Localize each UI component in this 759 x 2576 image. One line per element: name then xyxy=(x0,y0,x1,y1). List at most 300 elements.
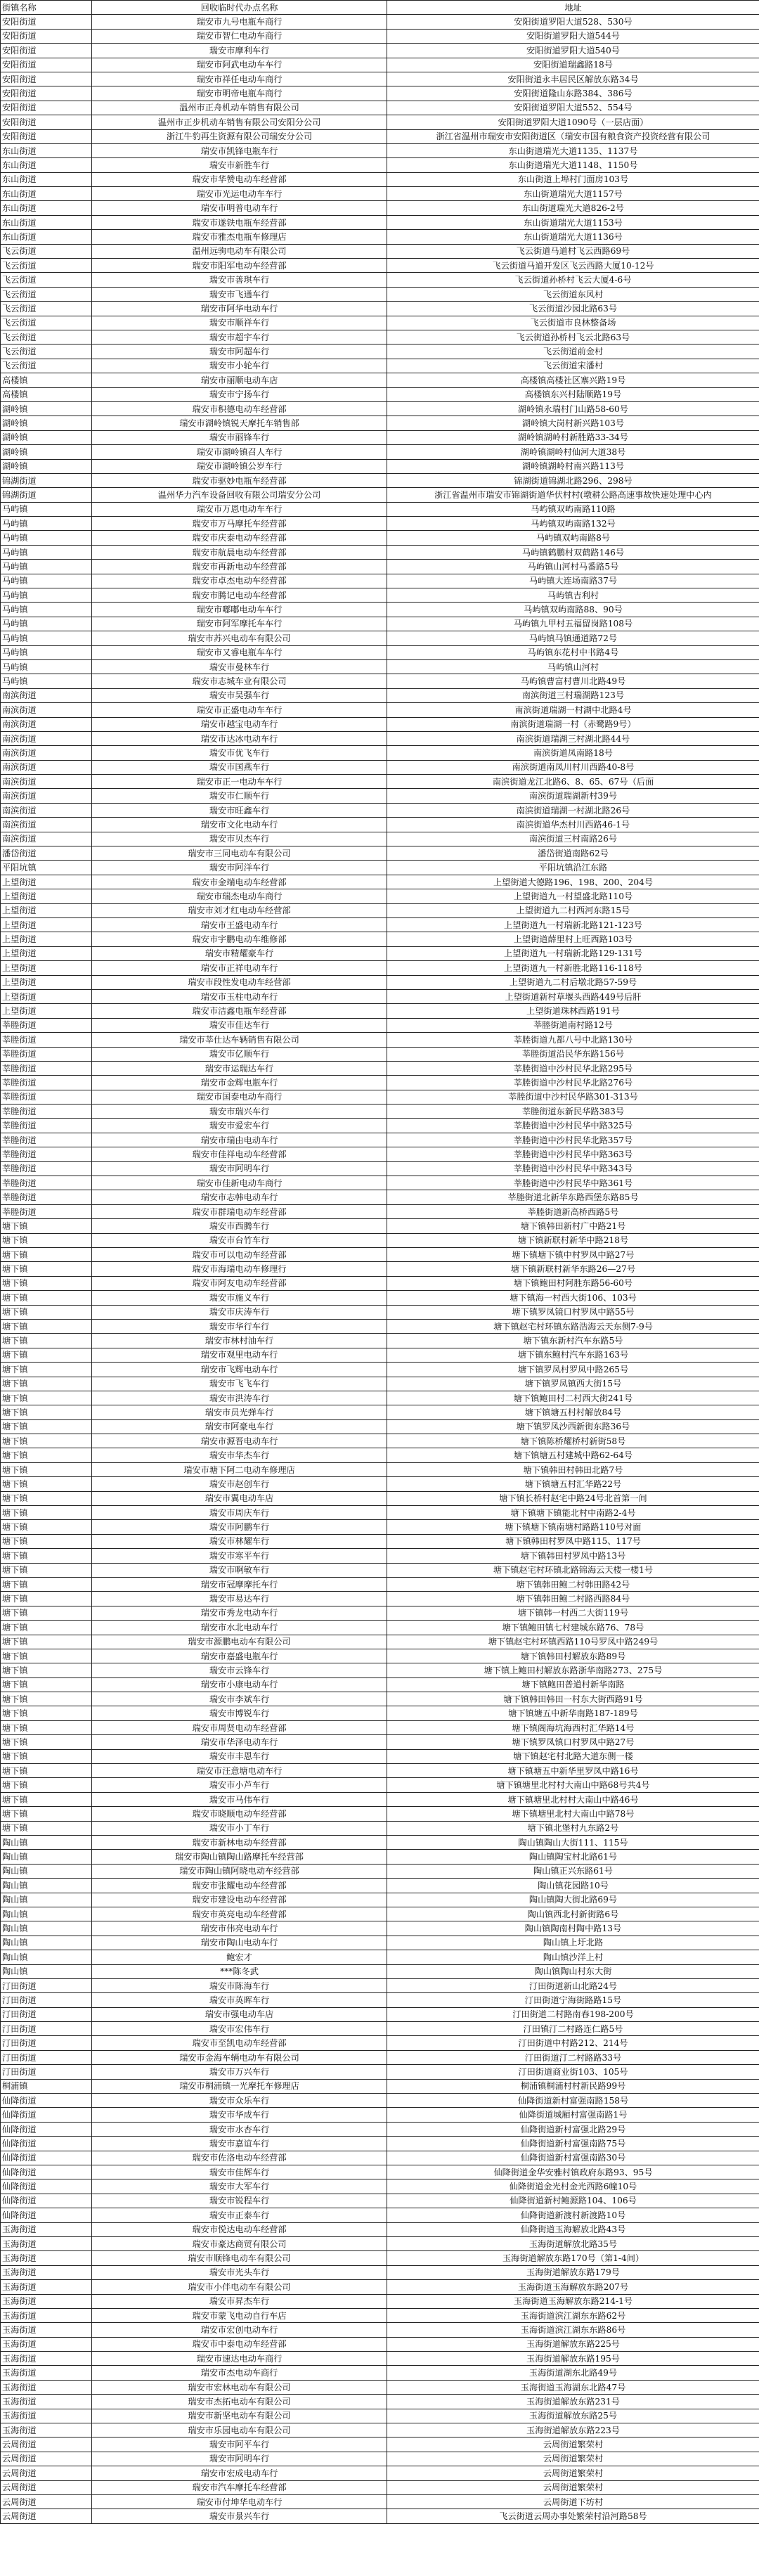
street-cell: 南滨街道 xyxy=(1,789,92,803)
point-name-cell: 瑞安市凯锋电瓶车行 xyxy=(92,143,387,157)
address-cell: 马屿镇东花村中书路4号 xyxy=(387,645,759,659)
address-cell: 南滨街道瑞湖一村湖北路26号 xyxy=(387,803,759,817)
point-name-cell: 瑞安市华泽电动车行 xyxy=(92,1735,387,1749)
table-row xyxy=(1,2437,759,2452)
point-name-cell: 瑞安市李斌车行 xyxy=(92,1692,387,1706)
address-cell: 塘下镇塘五村建城中路62-64号 xyxy=(387,1448,759,1462)
street-cell: 塘下镇 xyxy=(1,1792,92,1806)
point-name-cell: 瑞安市至凯电动车经营部 xyxy=(92,2036,387,2050)
point-name-cell: 瑞安市华赞电动车经营部 xyxy=(92,172,387,186)
table-row xyxy=(1,961,759,975)
street-cell: 塘下镇 xyxy=(1,1778,92,1792)
address-cell: 云周街道繁荣村 xyxy=(387,2466,759,2480)
table-row xyxy=(1,2466,759,2480)
point-name-cell: 瑞安市阿洋车行 xyxy=(92,861,387,875)
street-cell: 莘塍街道 xyxy=(1,1105,92,1119)
point-name-cell: 瑞安市飞通车行 xyxy=(92,287,387,301)
point-name-cell: 瑞安市玉柱电动车行 xyxy=(92,989,387,1003)
point-name-cell: 瑞安市寒平车行 xyxy=(92,1549,387,1563)
street-cell: 马屿镇 xyxy=(1,674,92,688)
point-name-cell: 温州市正步机动车销售有限公司安阳分公司 xyxy=(92,115,387,129)
street-cell: 塘下镇 xyxy=(1,1462,92,1476)
street-cell: 马屿镇 xyxy=(1,574,92,588)
street-cell: 玉海街道 xyxy=(1,2409,92,2423)
point-name-cell: 瑞安市陶山电动车行 xyxy=(92,1936,387,1950)
point-name-cell: 瑞安市杰拓电动车有限公司 xyxy=(92,2395,387,2409)
table-row xyxy=(1,1749,759,1763)
point-name-cell: 瑞安市金端电动车经营部 xyxy=(92,875,387,889)
point-name-cell: 瑞安市顺祥车行 xyxy=(92,316,387,330)
table-row xyxy=(1,560,759,574)
table-row xyxy=(1,2380,759,2394)
address-cell: 陶山镇陶南村陶中路13号 xyxy=(387,1921,759,1936)
street-cell: 南滨街道 xyxy=(1,818,92,832)
table-row xyxy=(1,1204,759,1218)
point-name-cell: 瑞安市金辉电瓶车行 xyxy=(92,1076,387,1090)
table-row xyxy=(1,201,759,215)
point-name-cell: 瑞安市众乐车行 xyxy=(92,2094,387,2108)
address-cell: 莘塍街道中沙村民华中路343号 xyxy=(387,1161,759,1176)
point-name-cell: 瑞安市英亮电动车经营部 xyxy=(92,1907,387,1921)
table-row xyxy=(1,143,759,157)
table-row xyxy=(1,588,759,603)
street-cell: 马屿镇 xyxy=(1,517,92,531)
point-name-cell: 瑞安市源晋电动车行 xyxy=(92,1434,387,1448)
address-cell: 桐浦镇桐浦村村新民路99号 xyxy=(387,2079,759,2093)
address-cell: 飞云街道孙桥村飞云大厦4-6号 xyxy=(387,273,759,287)
street-cell: 东山街道 xyxy=(1,201,92,215)
street-cell: 马屿镇 xyxy=(1,531,92,545)
table-row xyxy=(1,1119,759,1133)
point-name-cell: 瑞安市万马摩托车经营部 xyxy=(92,517,387,531)
point-name-cell: 瑞安市周贤电动车经营部 xyxy=(92,1720,387,1734)
street-cell: 安阳街道 xyxy=(1,44,92,58)
table-row xyxy=(1,2236,759,2250)
address-cell: 飞云街道云周办事处繁荣村沿河路58号 xyxy=(387,2509,759,2523)
street-cell: 仙降街道 xyxy=(1,2137,92,2151)
address-cell: 塘下镇塘五村村解放84号 xyxy=(387,1405,759,1419)
point-name-cell: 瑞安市台竹车行 xyxy=(92,1233,387,1247)
street-cell: 飞云街道 xyxy=(1,259,92,273)
street-cell: 飞云街道 xyxy=(1,302,92,316)
point-name-cell: 瑞安市伟亮电动车行 xyxy=(92,1921,387,1936)
point-name-cell: 瑞安市速达电动车商行 xyxy=(92,2352,387,2366)
street-cell: 安阳街道 xyxy=(1,101,92,115)
point-name-cell: 瑞安市越宝电动车行 xyxy=(92,717,387,731)
address-cell: 塘下镇塘里北村村大南山中路46号 xyxy=(387,1792,759,1806)
street-cell: 上望街道 xyxy=(1,1004,92,1018)
table-row xyxy=(1,1807,759,1821)
address-cell: 安阳街道罗阳大道1090号（一层店面） xyxy=(387,115,759,129)
street-cell: 马屿镇 xyxy=(1,545,92,559)
table-row xyxy=(1,1319,759,1333)
street-cell: 飞云街道 xyxy=(1,287,92,301)
address-cell: 马屿镇双屿南路132号 xyxy=(387,517,759,531)
street-cell: 塘下镇 xyxy=(1,1635,92,1649)
table-row xyxy=(1,2480,759,2494)
street-cell: 塘下镇 xyxy=(1,1491,92,1505)
street-cell: 锦湖街道 xyxy=(1,488,92,502)
street-cell: 莘塍街道 xyxy=(1,1204,92,1218)
street-cell: 塘下镇 xyxy=(1,1477,92,1491)
street-cell: 仙降街道 xyxy=(1,2122,92,2136)
address-cell: 陶山镇沙洋上村 xyxy=(387,1950,759,1964)
table-row xyxy=(1,2079,759,2093)
table-row xyxy=(1,1606,759,1620)
point-name-cell: 瑞安市新胜车行 xyxy=(92,158,387,172)
street-cell: 南滨街道 xyxy=(1,775,92,789)
street-cell: 玉海街道 xyxy=(1,2222,92,2236)
street-cell: 塘下镇 xyxy=(1,1592,92,1606)
table-row xyxy=(1,1764,759,1778)
point-name-cell: 瑞安市超宇车行 xyxy=(92,330,387,344)
street-cell: 安阳街道 xyxy=(1,115,92,129)
table-row xyxy=(1,86,759,101)
address-cell: 塘下镇塘下镇南塘村路路110号对面 xyxy=(387,1520,759,1534)
table-row xyxy=(1,259,759,273)
street-cell: 塘下镇 xyxy=(1,1233,92,1247)
table-row xyxy=(1,2409,759,2423)
table-row xyxy=(1,1893,759,1907)
address-cell: 仙降街道城厢村富强南路1号 xyxy=(387,2108,759,2122)
address-cell: 玉海街道解放东路225号 xyxy=(387,2337,759,2351)
street-cell: 莘塍街道 xyxy=(1,1133,92,1147)
point-name-cell: 瑞安市桐浦镇一光摩托车修理店 xyxy=(92,2079,387,2093)
street-cell: 马屿镇 xyxy=(1,603,92,617)
address-cell: 飞云街道宋潘村 xyxy=(387,359,759,373)
table-row xyxy=(1,1506,759,1520)
address-cell: 上望街道九一村望盛北路110号 xyxy=(387,889,759,903)
street-cell: 汀田街道 xyxy=(1,2065,92,2079)
point-name-cell: 瑞安市佳达车行 xyxy=(92,1018,387,1032)
street-cell: 玉海街道 xyxy=(1,2380,92,2394)
point-name-cell: 瑞安市亿顺车行 xyxy=(92,1047,387,1061)
point-name-cell: 浙江牛豹再生资源有限公司瑞安分公司 xyxy=(92,129,387,143)
address-cell: 莘塍街道北新华东路西堡东路85号 xyxy=(387,1190,759,1204)
street-cell: 锦湖街道 xyxy=(1,473,92,487)
table-row xyxy=(1,889,759,903)
table-row xyxy=(1,459,759,473)
address-cell: 汀田街道汀二村路路33号 xyxy=(387,2050,759,2064)
table-row xyxy=(1,517,759,531)
point-name-cell: 瑞安市庆泰电动车经营部 xyxy=(92,531,387,545)
point-name-cell: 瑞安市易达车行 xyxy=(92,1592,387,1606)
table-row xyxy=(1,187,759,201)
point-name-cell: 瑞安市华成车行 xyxy=(92,2108,387,2122)
table-row xyxy=(1,2395,759,2409)
address-cell: 玉海街道玉海解放东路214-1号 xyxy=(387,2294,759,2308)
street-cell: 塘下镇 xyxy=(1,1663,92,1677)
address-cell: 塘下镇韩田村罗凤中路115、117号 xyxy=(387,1534,759,1548)
point-name-cell: 瑞安市莘仕达车辆销售有限公司 xyxy=(92,1033,387,1047)
address-cell: 南滨街道三村南路26号 xyxy=(387,832,759,846)
table-row xyxy=(1,387,759,401)
address-cell: 塘下镇东鲍村汽车东路163号 xyxy=(387,1348,759,1362)
point-name-cell: 瑞安市嘉盛电瓶车行 xyxy=(92,1649,387,1663)
address-cell: 塘下镇韩田鲍二村韩田路42号 xyxy=(387,1577,759,1591)
table-row xyxy=(1,401,759,416)
address-cell: 仙降街道新村富强南路30号 xyxy=(387,2151,759,2165)
table-row xyxy=(1,1004,759,1018)
address-cell: 陶山镇陶大街北路69号 xyxy=(387,1893,759,1907)
table-row xyxy=(1,1348,759,1362)
address-cell: 玉海街道玉海解放东路207号 xyxy=(387,2280,759,2294)
address-cell: 仙降街道新渡村新渡路10号 xyxy=(387,2208,759,2222)
address-cell: 上望街道大德路196、198、200、204号 xyxy=(387,875,759,889)
table-row xyxy=(1,1133,759,1147)
table-row xyxy=(1,1821,759,1835)
street-cell: 马屿镇 xyxy=(1,631,92,645)
table-row xyxy=(1,1549,759,1563)
point-name-cell: 瑞安市佐洛电动车经营部 xyxy=(92,2151,387,2165)
table-row xyxy=(1,603,759,617)
point-name-cell: 瑞安市豪达商贸有限公司 xyxy=(92,2236,387,2250)
table-row xyxy=(1,58,759,72)
point-name-cell: 瑞安市阿平车行 xyxy=(92,2437,387,2452)
table-row xyxy=(1,1061,759,1075)
address-cell: 马屿镇曹富村曹川北路49号 xyxy=(387,674,759,688)
table-row xyxy=(1,2122,759,2136)
table-row xyxy=(1,903,759,917)
table-row xyxy=(1,215,759,229)
address-cell: 仙降街道玉海解放北路43号 xyxy=(387,2222,759,2236)
address-cell: 上望街道九二村后墩北路57-59号 xyxy=(387,975,759,989)
point-name-cell: 瑞安市阿明车行 xyxy=(92,2452,387,2466)
street-cell: 塘下镇 xyxy=(1,1448,92,1462)
street-cell: 云周街道 xyxy=(1,2452,92,2466)
street-cell: 塘下镇 xyxy=(1,1577,92,1591)
table-row xyxy=(1,574,759,588)
point-name-cell: 瑞安市陶山镇陶山路摩托车经营部 xyxy=(92,1850,387,1864)
street-cell: 塘下镇 xyxy=(1,1247,92,1261)
street-cell: 莘塍街道 xyxy=(1,1176,92,1190)
point-name-cell: 瑞安市腾记电动车经营部 xyxy=(92,588,387,603)
address-cell: 南滨街道瑞湖一村（赤鹭路9号） xyxy=(387,717,759,731)
table-row xyxy=(1,1105,759,1119)
table-row xyxy=(1,72,759,86)
point-name-cell: 瑞安市水杏车行 xyxy=(92,2122,387,2136)
point-name-cell: 瑞安市瑞杰电动车商行 xyxy=(92,889,387,903)
table-row xyxy=(1,717,759,731)
table-row xyxy=(1,1334,759,1348)
table-row xyxy=(1,416,759,430)
street-cell: 东山街道 xyxy=(1,158,92,172)
table-row xyxy=(1,1563,759,1577)
header-address: 地址 xyxy=(387,1,759,15)
point-name-cell: 瑞安市阿友电动车经营部 xyxy=(92,1276,387,1290)
point-name-cell: 瑞安市西腾车行 xyxy=(92,1219,387,1233)
point-name-cell: ***陈冬武 xyxy=(92,1964,387,1978)
street-cell: 莘塍街道 xyxy=(1,1090,92,1104)
address-cell: 玉海街道解放东路179号 xyxy=(387,2265,759,2279)
point-name-cell: 瑞安市啊敏车行 xyxy=(92,1563,387,1577)
address-cell: 塘下镇赵宅村环镇北路锦海云天楼一楼1号 xyxy=(387,1563,759,1577)
street-cell: 马屿镇 xyxy=(1,645,92,659)
address-cell: 莘塍街道中沙村民华中路363号 xyxy=(387,1147,759,1161)
street-cell: 南滨街道 xyxy=(1,760,92,774)
point-name-cell: 瑞安市小康电动车行 xyxy=(92,1677,387,1692)
point-name-cell: 瑞安市九号电瓶车商行 xyxy=(92,15,387,29)
address-cell: 莘塍街道中沙村民华中路325号 xyxy=(387,1119,759,1133)
table-row xyxy=(1,932,759,946)
point-name-cell: 瑞安市智仁电动车商行 xyxy=(92,29,387,43)
address-cell: 南滨街道龙江北路6、8、65、67号（后面 xyxy=(387,775,759,789)
address-cell: 莘塍街道中沙村民华路301-313号 xyxy=(387,1090,759,1104)
table-row xyxy=(1,29,759,43)
street-cell: 马屿镇 xyxy=(1,588,92,603)
table-row xyxy=(1,1405,759,1419)
address-cell: 玉海街道解放东路231号 xyxy=(387,2395,759,2409)
address-cell: 莘塍街道中沙村民华北路295号 xyxy=(387,1061,759,1075)
street-cell: 莘塍街道 xyxy=(1,1033,92,1047)
street-cell: 东山街道 xyxy=(1,143,92,157)
table-row xyxy=(1,2007,759,2021)
point-name-cell: 瑞安市英晖车行 xyxy=(92,1993,387,2007)
table-row xyxy=(1,545,759,559)
address-cell: 塘下镇鲍田村二村西大街241号 xyxy=(387,1391,759,1405)
table-row xyxy=(1,1792,759,1806)
address-cell: 云周街道繁荣村 xyxy=(387,2480,759,2494)
table-row xyxy=(1,101,759,115)
point-name-cell: 瑞安市秀龙电动车行 xyxy=(92,1606,387,1620)
address-cell: 马屿镇吉利村 xyxy=(387,588,759,603)
street-cell: 马屿镇 xyxy=(1,560,92,574)
street-cell: 飞云街道 xyxy=(1,344,92,359)
street-cell: 仙降街道 xyxy=(1,2179,92,2194)
address-cell: 莘塍街道中沙村民华中路361号 xyxy=(387,1176,759,1190)
point-name-cell: 瑞安市群瑞电动车经营部 xyxy=(92,1204,387,1218)
point-name-cell: 瑞安市志韩电动车行 xyxy=(92,1190,387,1204)
street-cell: 马屿镇 xyxy=(1,617,92,631)
address-cell: 湖岭镇湖岭村仙河大道38号 xyxy=(387,445,759,459)
table-row xyxy=(1,2137,759,2151)
address-cell: 塘下镇罗凤镜口村罗凤中路55号 xyxy=(387,1305,759,1319)
table-row xyxy=(1,430,759,444)
point-name-cell: 瑞安市博锐车行 xyxy=(92,1706,387,1720)
address-cell: 玉海街道解放东路25号 xyxy=(387,2409,759,2423)
table-row xyxy=(1,1706,759,1720)
address-cell: 湖岭镇湖岭村南兴路113号 xyxy=(387,459,759,473)
point-name-cell: 瑞安市大军车行 xyxy=(92,2179,387,2194)
address-cell: 仙降街道新村富强南路75号 xyxy=(387,2137,759,2151)
table-row xyxy=(1,2294,759,2308)
street-cell: 塘下镇 xyxy=(1,1219,92,1233)
street-cell: 塘下镇 xyxy=(1,1363,92,1377)
street-cell: 南滨街道 xyxy=(1,688,92,702)
point-name-cell: 瑞安市三同电动车有限公司 xyxy=(92,846,387,861)
address-cell: 安阳街道永丰居民区解放东路34号 xyxy=(387,72,759,86)
table-row xyxy=(1,1621,759,1635)
street-cell: 汀田街道 xyxy=(1,1993,92,2007)
address-cell: 云周街道繁荣村 xyxy=(387,2437,759,2452)
point-name-cell: 瑞安市光头车行 xyxy=(92,2265,387,2279)
table-row xyxy=(1,1534,759,1548)
table-row xyxy=(1,1076,759,1090)
point-name-cell: 瑞安市陈海车行 xyxy=(92,1978,387,1992)
table-row xyxy=(1,488,759,502)
table-row xyxy=(1,775,759,789)
table-row xyxy=(1,2423,759,2437)
point-name-cell: 瑞安市贝杰车行 xyxy=(92,832,387,846)
address-cell: 飞云街道马道村飞云西路69号 xyxy=(387,244,759,258)
point-name-cell: 瑞安市旺鑫车行 xyxy=(92,803,387,817)
point-name-cell: 瑞安市观里电动车行 xyxy=(92,1348,387,1362)
street-cell: 玉海街道 xyxy=(1,2280,92,2294)
street-cell: 莘塍街道 xyxy=(1,1119,92,1133)
street-cell: 南滨街道 xyxy=(1,703,92,717)
table-row xyxy=(1,1363,759,1377)
address-cell: 东山街道瑞光大道1136号 xyxy=(387,230,759,244)
street-cell: 安阳街道 xyxy=(1,15,92,29)
point-name-cell: 瑞安市阿鹏车行 xyxy=(92,1520,387,1534)
address-cell: 玉海街道滨江湖东东路86号 xyxy=(387,2323,759,2337)
street-cell: 安阳街道 xyxy=(1,58,92,72)
street-cell: 仙降街道 xyxy=(1,2194,92,2208)
address-cell: 浙江省温州市瑞安市锦湖街道华伏村村(墩耕公路高速事故快速处理中心内 xyxy=(387,488,759,502)
address-cell: 陶山镇花园路10号 xyxy=(387,1879,759,1893)
street-cell: 莘塍街道 xyxy=(1,1076,92,1090)
table-row xyxy=(1,1233,759,1247)
table-row xyxy=(1,1520,759,1534)
street-cell: 云周街道 xyxy=(1,2437,92,2452)
street-cell: 湖岭镇 xyxy=(1,445,92,459)
address-cell: 马屿镇马镇通道路72号 xyxy=(387,631,759,645)
address-cell: 塘下镇塘里北村大南山中路78号 xyxy=(387,1807,759,1821)
address-cell: 陶山镇陶山大街111、115号 xyxy=(387,1836,759,1850)
street-cell: 塘下镇 xyxy=(1,1621,92,1635)
street-cell: 陶山镇 xyxy=(1,1964,92,1978)
point-name-cell: 瑞安市小轮车行 xyxy=(92,359,387,373)
point-name-cell: 瑞安市景兴车行 xyxy=(92,2509,387,2523)
address-cell: 安阳街道罗阳大道544号 xyxy=(387,29,759,43)
table-row xyxy=(1,1692,759,1706)
point-name-cell: 瑞安市国燕车行 xyxy=(92,760,387,774)
address-cell: 东山街道瑞光大道1157号 xyxy=(387,187,759,201)
table-row xyxy=(1,129,759,143)
table-row xyxy=(1,861,759,875)
table-row xyxy=(1,244,759,258)
table-row xyxy=(1,645,759,659)
street-cell: 塘下镇 xyxy=(1,1334,92,1348)
table-row xyxy=(1,1592,759,1606)
street-cell: 陶山镇 xyxy=(1,1879,92,1893)
address-cell: 塘下镇塘下镇中村罗凤中路27号 xyxy=(387,1247,759,1261)
address-cell: 陶山镇西北村新街路6号 xyxy=(387,1907,759,1921)
address-cell: 南滨街道瑞湖新村39号 xyxy=(387,789,759,803)
street-cell: 云周街道 xyxy=(1,2494,92,2509)
table-row xyxy=(1,2036,759,2050)
address-cell: 飞云街道马道开发区飞云西路大厦10-12号 xyxy=(387,259,759,273)
point-name-cell: 温州华力汽车设备回收有限公司瑞安分公司 xyxy=(92,488,387,502)
table-row xyxy=(1,1649,759,1663)
point-name-cell: 瑞安市佳辉车行 xyxy=(92,2165,387,2179)
table-row xyxy=(1,172,759,186)
street-cell: 云周街道 xyxy=(1,2480,92,2494)
point-name-cell: 瑞安市洁鑫电瓶车经营部 xyxy=(92,1004,387,1018)
address-cell: 汀田街道宁海街路路15号 xyxy=(387,1993,759,2007)
street-cell: 玉海街道 xyxy=(1,2352,92,2366)
street-cell: 莘塍街道 xyxy=(1,1147,92,1161)
street-cell: 仙降街道 xyxy=(1,2108,92,2122)
address-cell: 塘下镇上鲍田村解放东路浙华南路273、275号 xyxy=(387,1663,759,1677)
point-name-cell: 瑞安市湖岭镇召人车行 xyxy=(92,445,387,459)
point-name-cell: 瑞安市嘟嘟电动车车行 xyxy=(92,603,387,617)
table-body xyxy=(1,15,759,2523)
street-cell: 高楼镇 xyxy=(1,387,92,401)
street-cell: 仙降街道 xyxy=(1,2094,92,2108)
table-row xyxy=(1,2323,759,2337)
address-cell: 塘下镇塘里北村村大南山中路68号共4号 xyxy=(387,1778,759,1792)
